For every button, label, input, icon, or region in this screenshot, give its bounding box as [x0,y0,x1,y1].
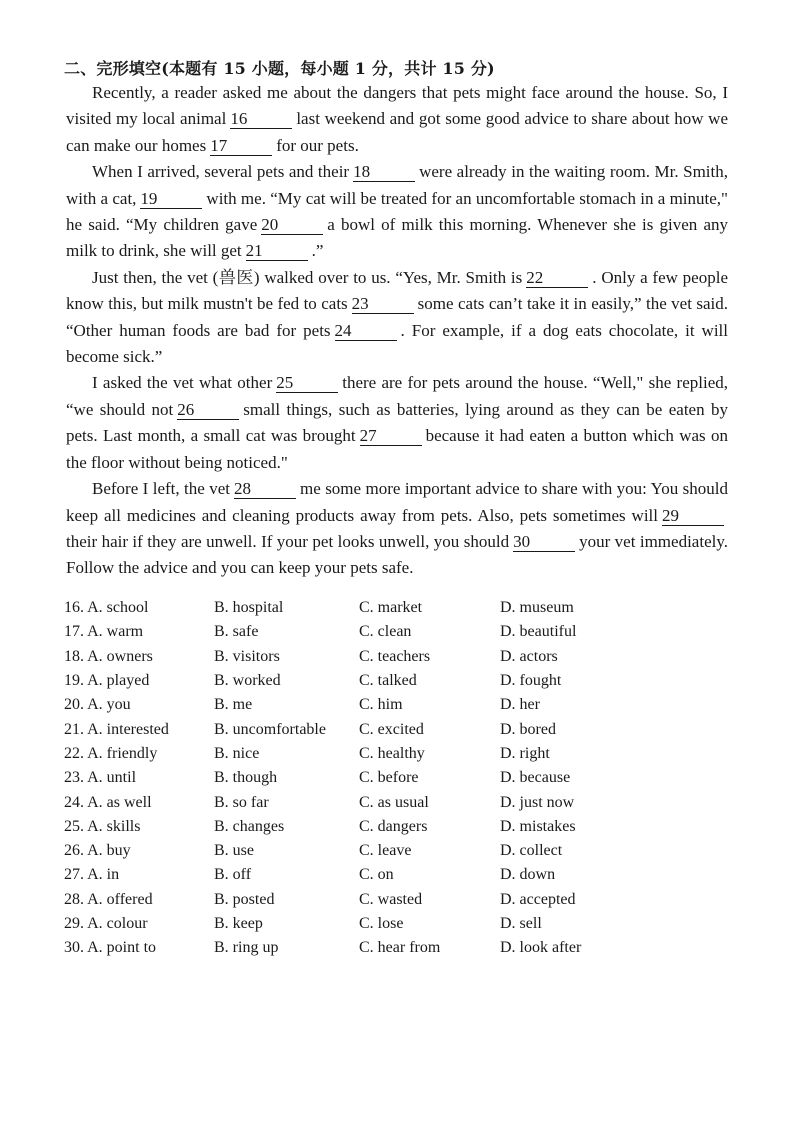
option-c: C. on [359,866,394,884]
option-a: 21. A. interested [64,720,169,738]
option-b: B. worked [214,672,281,690]
option-d: D. mistakes [500,817,576,835]
option-b: B. posted [214,890,275,908]
blank-20: 20 [261,216,323,235]
option-a: 23. A. until [64,769,137,787]
option-d: D. sell [500,915,542,932]
option-c: C. healthy [359,744,425,762]
option-c: C. him [359,696,403,714]
text: for our pets. [276,135,359,155]
option-row-29 [64,912,620,936]
option-a: 16. A. school [64,599,149,617]
option-d: D. accepted [500,890,576,908]
section-title: 二、完形填空(本题有 15 小题，每小题 1 分，共计 15 分) [64,59,495,78]
option-c: C. lose [359,915,404,932]
text: Recently, a reader asked me about the dangers that pets might face around the house. So, I visited my local animal [66,83,728,129]
text: .” [311,241,324,261]
option-d: D. look after [500,939,582,957]
paragraph-2 [66,159,728,265]
option-d: D. museum [500,599,574,617]
option-a: 29. A. colour [64,915,148,932]
option-a: 20. A. you [64,696,131,714]
option-b: B. keep [214,915,263,932]
option-b: B. ring up [214,939,279,957]
paragraph-4 [66,370,728,476]
text: Before I left, the vet [92,479,231,499]
option-c: C. leave [359,842,412,860]
option-d: D. collect [500,842,563,860]
option-c: C. teachers [359,647,431,665]
blank-16: 16 [230,110,292,129]
option-row-25 [64,815,620,839]
option-d: D. fought [500,672,562,690]
text: small things, such as batteries, lying around as they can be eaten by pets. Last month, a small cat was brought [66,399,728,446]
blank-19: 19 [140,190,202,209]
option-d: D. down [500,866,556,884]
option-a: 30. A. point to [64,939,157,957]
option-row-18 [64,645,620,669]
option-c: C. hear from [359,939,441,957]
blank-17: 17 [210,137,272,156]
option-d: D. her [500,696,540,714]
text: there are for pets around the house. “Well," she replied, “we should not [66,373,728,419]
option-b: B. uncomfortable [214,720,326,738]
option-d: D. right [500,744,550,762]
blank-23: 23 [352,295,414,314]
text: with me. “My cat will be treated for an uncomfortable stomach in a minute," he said. “My children gave [66,188,728,235]
option-d: D. actors [500,647,558,665]
option-a: 26. A. buy [64,842,131,860]
option-c: C. market [359,599,423,617]
option-c: C. excited [359,720,424,738]
blank-29: 29 [662,507,724,526]
text: your vet immediately. Follow the advice and you can keep your pets safe. [66,531,728,578]
text: . Only a few people know this, but milk mustn't be fed to cats [66,267,728,314]
option-a: 19. A. played [64,672,150,690]
option-row-21 [64,717,620,741]
option-d: D. bored [500,720,556,738]
option-c: C. talked [359,672,417,690]
option-row-24 [64,790,620,814]
answer-options [64,596,620,960]
option-row-30 [64,936,620,960]
blank-27: 27 [360,427,422,446]
cloze-passage [66,80,728,582]
blank-21: 21 [246,242,308,261]
option-row-17 [64,620,620,644]
option-row-19 [64,669,620,693]
option-a: 28. A. offered [64,890,153,908]
text: last weekend and got some good advice to share about how we can make our homes [66,109,728,155]
option-a: 27. A. in [64,866,120,884]
option-a: 18. A. owners [64,647,153,665]
text: because it had eaten a button which was on the floor without being noticed." [66,426,728,472]
blank-25: 25 [276,374,338,393]
blank-30: 30 [513,533,575,552]
option-b: B. off [214,866,252,884]
option-b: B. safe [214,623,259,641]
text: a bowl of milk this morning. Whenever she is given any milk to drink, she will get [66,215,728,261]
option-b: B. though [214,769,278,787]
option-a: 24. A. as well [64,793,152,811]
option-row-28 [64,888,620,912]
option-d: D. because [500,769,571,787]
option-row-20 [64,693,620,717]
option-c: C. clean [359,623,412,641]
option-b: B. so far [214,793,269,811]
blank-28: 28 [234,480,296,499]
option-b: B. hospital [214,599,284,617]
option-c: C. before [359,769,419,787]
option-row-22 [64,742,620,766]
text: . For example, if a dog eats chocolate, it will become sick.” [66,320,728,367]
option-c: C. dangers [359,817,428,835]
blank-26: 26 [177,401,239,420]
text: me some more important advice to share with you: You should keep all medicines and cleaning products away from pets. Also, pets sometimes will [66,479,728,525]
text: were already in the waiting room. Mr. Smith, with a cat, [66,162,728,208]
option-c: C. wasted [359,890,423,908]
text: Just then, the vet (兽医) walked over to us. “Yes, Mr. Smith is [92,267,523,287]
option-d: D. just now [500,793,575,811]
option-row-27 [64,863,620,887]
option-d: D. beautiful [500,623,577,641]
option-b: B. visitors [214,647,280,665]
text: When I arrived, several pets and their [92,162,350,182]
option-b: B. me [214,696,253,714]
option-b: B. changes [214,817,285,835]
option-b: B. use [214,842,254,860]
blank-24: 24 [335,322,397,341]
option-a: 17. A. warm [64,623,144,641]
paragraph-1 [66,80,728,159]
text: I asked the vet what other [92,373,273,393]
text: some cats can’t take it in easily,” the vet said. “Other human foods are bad for pets [66,294,729,340]
paragraph-5 [66,476,728,582]
option-row-16 [64,596,620,620]
option-a: 22. A. friendly [64,744,158,762]
option-c: C. as usual [359,793,429,811]
blank-18: 18 [353,163,415,182]
blank-22: 22 [526,269,588,288]
text: their hair if they are unwell. If your pet looks unwell, you should [66,531,510,551]
option-row-26 [64,839,620,863]
paragraph-3 [66,265,728,371]
option-b: B. nice [214,744,260,762]
option-a: 25. A. skills [64,817,141,835]
option-row-23 [64,766,620,790]
